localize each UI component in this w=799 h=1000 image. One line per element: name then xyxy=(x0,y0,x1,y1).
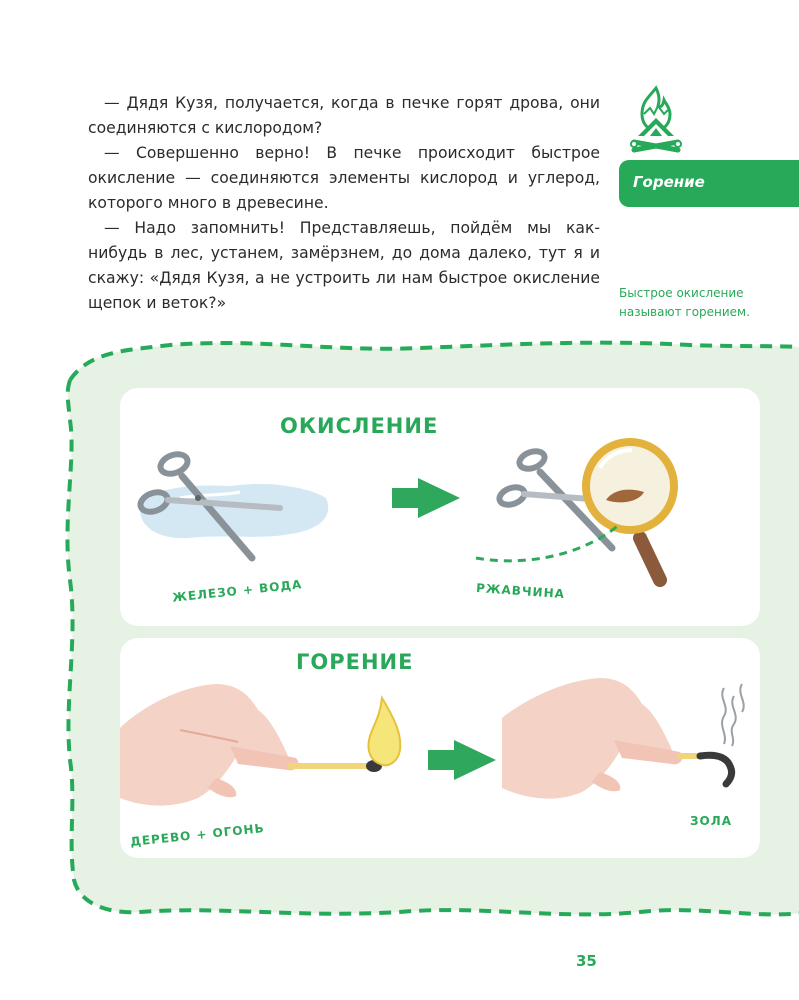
flame-icon xyxy=(368,698,400,765)
page-number: 35 xyxy=(576,952,597,970)
burning-title: ГОРЕНИЕ xyxy=(296,650,414,674)
side-note: Быстрое окисление называют горением. xyxy=(619,286,750,319)
arrow-icon xyxy=(392,478,460,518)
paragraph: — Надо запомнить! Представляешь, пойдём мы как-нибудь в лес, устанем, замёрзнем, до дома далеко, тут я и скажу: «Дядя Кузя, а не устроить ли нам быстрое окисление щепок и веток?» xyxy=(88,219,600,312)
term-label: Горение xyxy=(633,173,705,191)
paragraph: — Дядя Кузя, получается, когда в печке горят дрова, они соединяются с кислородом? xyxy=(88,94,600,137)
ash-caption: ЗОЛА xyxy=(690,814,732,828)
magnifying-glass-icon xyxy=(586,442,674,580)
paragraph: — Совершенно верно! В печке происходит быстрое окисление — соединяются элементы кислород и углерод, которого много в древесине. xyxy=(88,144,600,212)
arrow-icon xyxy=(428,740,496,780)
oxidation-panel xyxy=(120,388,760,626)
rust-caption: РЖАВЧИНА xyxy=(475,580,566,602)
hand-icon xyxy=(120,684,298,806)
hand-icon xyxy=(502,678,682,799)
wood-fire-caption: ДЕРЕВО + ОГОНЬ xyxy=(129,820,266,850)
smoke-icon xyxy=(722,684,744,746)
oxidation-title: ОКИСЛЕНИЕ xyxy=(280,414,439,438)
iron-water-caption: ЖЕЛЕЗО + ВОДА xyxy=(171,577,303,605)
burning-panel xyxy=(120,638,760,858)
